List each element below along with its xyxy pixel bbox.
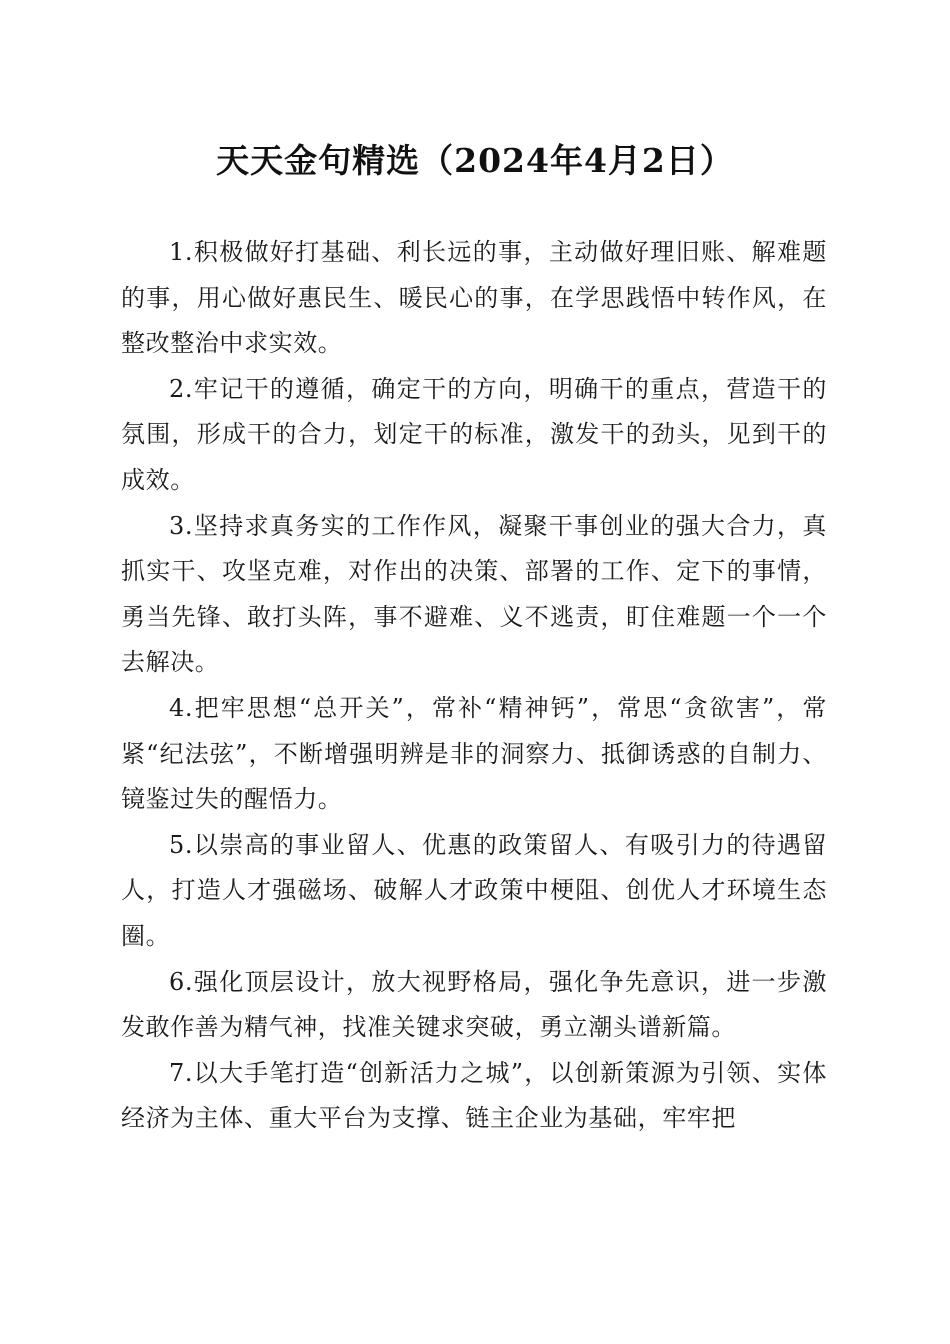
paragraph-7: 7.以大手笔打造“创新活力之城”，以创新策源为引领、实体经济为主体、重大平台为支撑、链主企业为基础，牢牢把 <box>121 1058 827 1133</box>
paragraph-5: 5.以崇高的事业留人、优惠的政策留人、有吸引力的待遇留人，打造人才强磁场、破解人才政策中梗阻、创优人才环境生态圈。 <box>121 830 827 950</box>
document-title: 天天金句精选（2024年4月2日） <box>216 141 734 180</box>
paragraph-3: 3.坚持求真务实的工作作风，凝聚干事创业的强大合力，真抓实干、攻坚克难，对作出的决策、部署的工作、定下的事情，勇当先锋、敢打头阵，事不避难、义不逃责，盯住难题一个一个去解决。 <box>121 511 827 677</box>
paragraph-2: 2.牢记干的遵循，确定干的方向，明确干的重点，营造干的氛围，形成干的合力，划定干的标准，激发干的劲头，见到干的成效。 <box>121 374 827 494</box>
paragraph-6: 6.强化顶层设计，放大视野格局，强化争先意识，进一步激发敢作善为精气神，找准关键求突破，勇立潮头谱新篇。 <box>121 967 827 1042</box>
document-body <box>121 230 827 1142</box>
paragraph-1: 1.积极做好打基础、利长远的事，主动做好理旧账、解难题的事，用心做好惠民生、暖民心的事，在学思践悟中转作风，在整改整治中求实效。 <box>121 238 827 358</box>
paragraph-4: 4.把牢思想“总开关”，常补“精神钙”，常思“贪欲害”，常紧“纪法弦”，不断增强明辨是非的洞察力、抵御诱惑的自制力、镜鉴过失的醒悟力。 <box>121 693 827 814</box>
